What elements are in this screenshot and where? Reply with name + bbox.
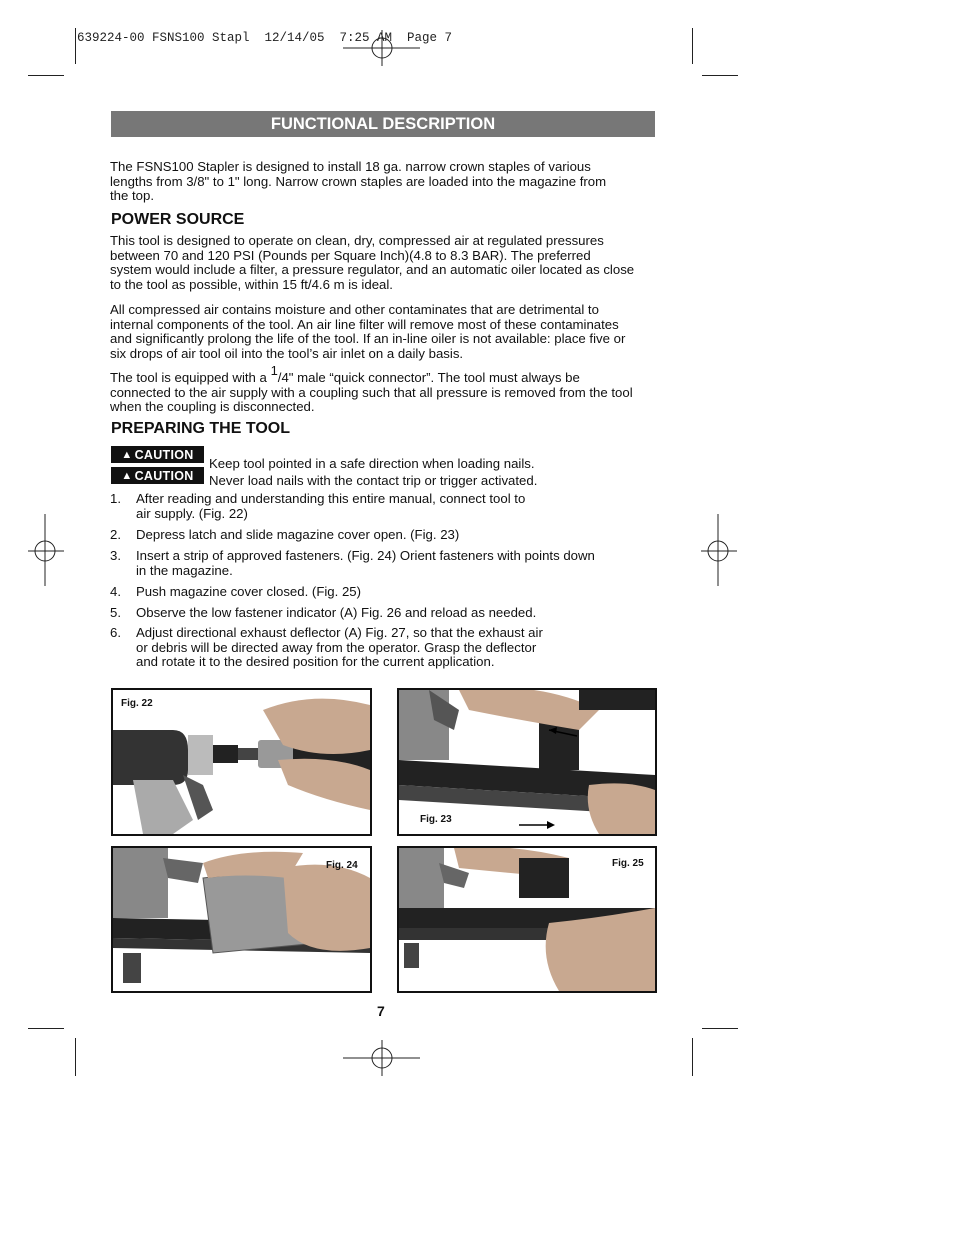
section-banner: FUNCTIONAL DESCRIPTION (111, 111, 655, 137)
stapler-connector-photo (113, 690, 370, 834)
power-source-heading: POWER SOURCE (111, 211, 245, 228)
caution-badge-2: ▲ CAUTION (111, 467, 204, 484)
power-source-paragraph-3: The tool is equipped with a 1/4" male “quick connector”. The tool must always be connected to the air supply with a coupling such that all pressure is removed from the tool when the coupling is disconnected. (110, 363, 633, 415)
figure-22 (111, 688, 372, 836)
page-number: 7 (377, 1003, 385, 1019)
figure-label: Fig. 24 (326, 860, 358, 871)
caution-text: Keep tool pointed in a safe direction when loading nails. Never load nails with the contact trip or trigger activated. (209, 456, 538, 488)
figure-23 (397, 688, 657, 836)
figure-label: Fig. 22 (121, 698, 153, 709)
intro-paragraph: The FSNS100 Stapler is designed to install 18 ga. narrow crown staples of various lengths from 3/8" to 1" long. Narrow crown staples are loaded into the magazine from the top. (110, 159, 607, 204)
magazine-open-photo (399, 690, 655, 834)
registration-mark-top (340, 28, 424, 68)
figure-label: Fig. 25 (612, 858, 644, 869)
warning-triangle-icon: ▲ (121, 469, 133, 482)
magazine-close-photo (399, 848, 655, 991)
preparing-heading: PREPARING THE TOOL (111, 420, 290, 437)
figure-label: Fig. 23 (420, 814, 452, 825)
power-source-paragraph-2: All compressed air contains moisture and other contaminates that are detrimental to internal components of the tool. An air line filter will remove most of these contaminates and significantly prolong the life of the tool. If an in-line oiler is not available: place five or six drops of air tool oil into the tool’s air inlet on a daily basis. (110, 302, 626, 361)
figure-25 (397, 846, 657, 993)
registration-mark-bottom (340, 1038, 424, 1078)
print-slug: 639224-00 FSNS100 Stapl 12/14/05 7:25 AM Page 7 (77, 31, 453, 45)
registration-mark-left (24, 512, 68, 588)
registration-mark-right (697, 512, 741, 588)
caution-badge-1: ▲ CAUTION (111, 446, 204, 463)
power-source-paragraph-1: This tool is designed to operate on clean, dry, compressed air at regulated pressures between 70 and 120 PSI (Pounds per Square Inch)(4.8 to 8.3 BAR). The preferred system would include a filter, a pressure regulator, and an automatic oiler located as close to the tool as possible, within 15 ft/4.6 m is ideal. (110, 233, 635, 292)
warning-triangle-icon: ▲ (121, 448, 133, 461)
figure-24 (111, 846, 372, 993)
